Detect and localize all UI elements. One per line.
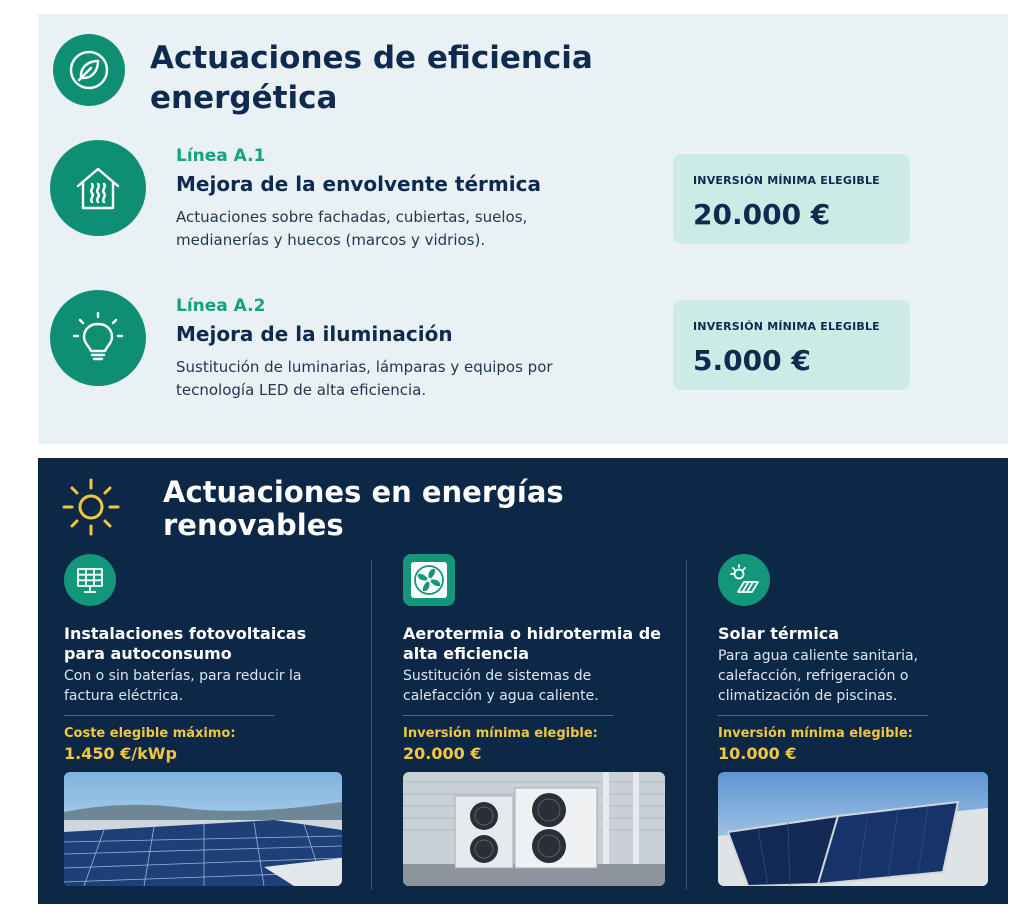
solar-thermal-collectors-photo	[718, 772, 988, 886]
solar-panel-icon	[64, 554, 116, 606]
investment-value: 5.000 €	[693, 344, 811, 377]
cost-value: 10.000 €	[718, 744, 797, 763]
leaf-icon	[53, 34, 125, 106]
renewable-solar-thermal	[718, 554, 1003, 899]
cost-label: Inversión mínima elegible:	[403, 726, 598, 741]
investment-label: INVERSIÓN MÍNIMA ELEGIBLE	[693, 174, 880, 187]
line-a1	[38, 140, 1008, 270]
efficiency-title: Actuaciones de eficiencia energética	[150, 40, 593, 116]
renewable-description: Para agua caliente sanitaria, calefacción, refrigeración o climatización de piscinas.	[718, 648, 919, 704]
separator	[718, 715, 928, 716]
renewable-aerothermal	[403, 554, 688, 899]
investment-label: INVERSIÓN MÍNIMA ELEGIBLE	[693, 320, 880, 333]
renewable-description: Sustitución de sistemas de calefacción y agua caliente.	[403, 668, 599, 704]
line-description: Sustitución de luminarias, lámparas y equipos por tecnología LED de alta eficiencia.	[176, 358, 553, 399]
house-heat-icon	[50, 140, 146, 236]
renewable-description: Con o sin baterías, para reducir la factura eléctrica.	[64, 668, 302, 704]
renewable-name: Instalaciones fotovoltaicas para autoconsumo	[64, 624, 307, 663]
efficiency-section	[38, 14, 1008, 444]
line-code: Línea A.1	[176, 146, 266, 166]
line-name: Mejora de la iluminación	[176, 322, 453, 346]
heat-pump-photo	[403, 772, 665, 886]
column-divider	[371, 560, 372, 890]
line-a2	[38, 290, 1008, 420]
cost-value: 20.000 €	[403, 744, 482, 763]
renewables-title: Actuaciones en energías renovables	[163, 475, 564, 542]
line-name: Mejora de la envolvente térmica	[176, 172, 541, 196]
sun-icon	[60, 476, 122, 538]
investment-box	[673, 300, 910, 390]
investment-box	[673, 154, 910, 244]
renewables-section	[38, 458, 1008, 904]
cost-value: 1.450 €/kWp	[64, 744, 177, 763]
renewable-name: Aerotermia o hidrotermia de alta eficiencia	[403, 624, 662, 663]
separator	[403, 715, 613, 716]
investment-value: 20.000 €	[693, 198, 831, 231]
cost-label: Inversión mínima elegible:	[718, 726, 913, 741]
renewable-photovoltaic	[64, 554, 349, 899]
cost-label: Coste elegible máximo:	[64, 726, 236, 741]
lightbulb-icon	[50, 290, 146, 386]
photovoltaic-roof-photo	[64, 772, 342, 886]
solar-thermal-icon	[718, 554, 770, 606]
fan-icon	[403, 554, 455, 606]
line-description: Actuaciones sobre fachadas, cubiertas, suelos, medianerías y huecos (marcos y vidrios).	[176, 208, 528, 249]
renewable-name: Solar térmica	[718, 624, 840, 643]
line-code: Línea A.2	[176, 296, 266, 316]
separator	[64, 715, 274, 716]
